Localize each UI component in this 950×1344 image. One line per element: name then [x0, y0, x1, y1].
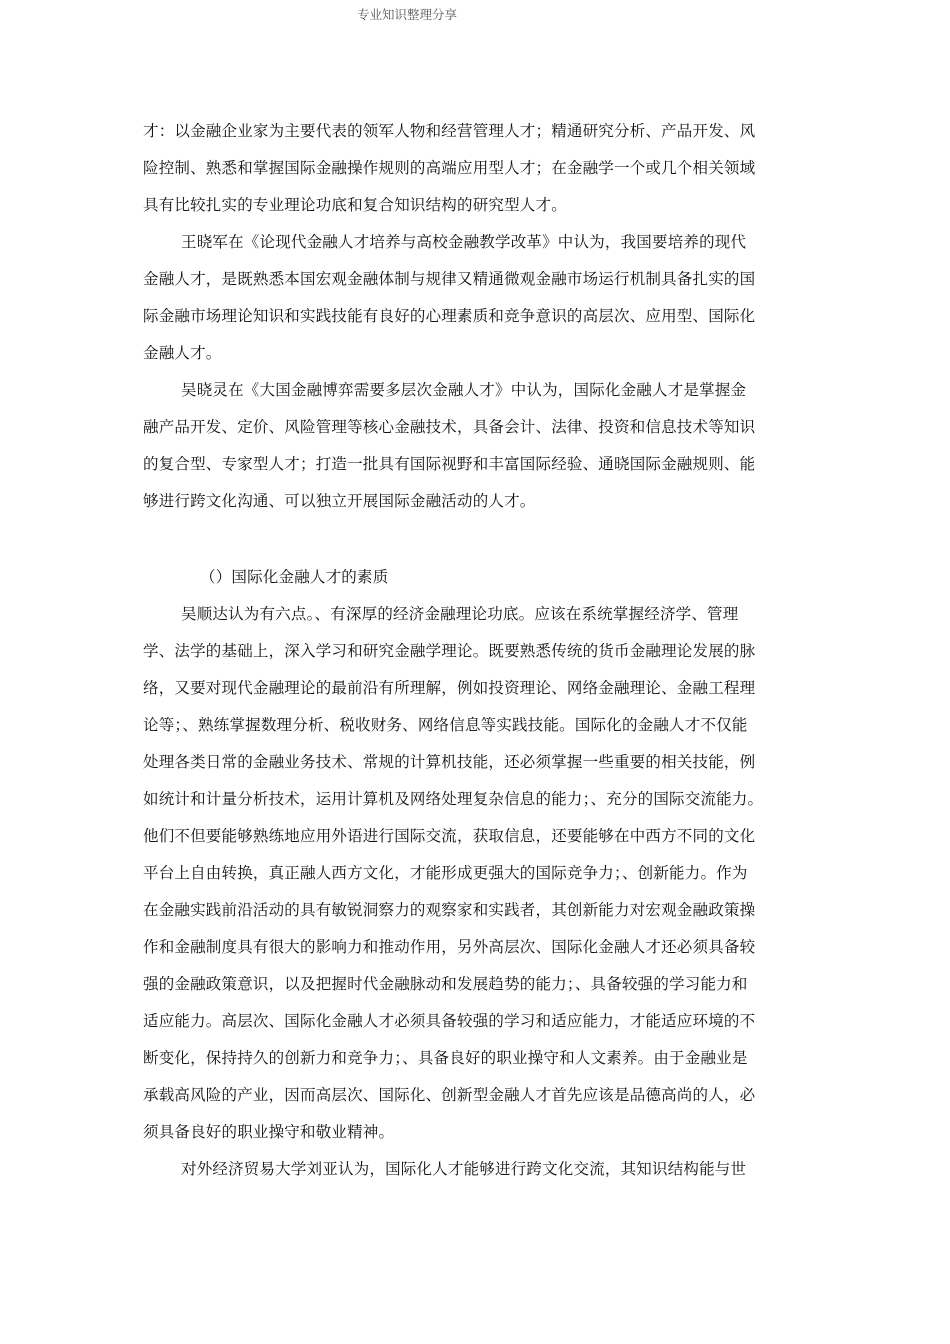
body-line: 够进行跨文化沟通、可以独立开展国际金融活动的人才。 — [143, 492, 536, 510]
body-line: 他们不但要能够熟练地应用外语进行国际交流，获取信息，还要能够在中西方不同的文化 — [143, 827, 756, 845]
body-line: 对外经济贸易大学刘亚认为，国际化人才能够进行跨文化交流，其知识结构能与世 — [181, 1160, 747, 1178]
body-line: 论等；、熟练掌握数理分析、税收财务、网络信息等实践技能。国际化的金融人才不仅能 — [143, 716, 748, 734]
page-header: 专业知识整理分享 — [357, 7, 458, 22]
body-line: 适应能力。高层次、国际化金融人才必须具备较强的学习和适应能力，才能适应环境的不 — [143, 1012, 756, 1030]
body-line: 融产品开发、定价、风险管理等核心金融技术，具备会计、法律、投资和信息技术等知识 — [143, 418, 756, 436]
body-line: 的复合型、专家型人才；打造一批具有国际视野和丰富国际经验、通晓国际金融规则、能 — [143, 455, 756, 473]
body-line: 才：以金融企业家为主要代表的领军人物和经营管理人才；精通研究分析、产品开发、风 — [143, 122, 756, 140]
body-line: 如统计和计量分析技术，运用计算机及网络处理复杂信息的能力；、充分的国际交流能力。 — [143, 790, 764, 808]
body-line: 承载高风险的产业，因而高层次、国际化、创新型金融人才首先应该是品德高尚的人，必 — [143, 1086, 756, 1104]
body-line: 强的金融政策意识，以及把握时代金融脉动和发展趋势的能力；、具备较强的学习能力和 — [143, 975, 748, 993]
body-line: 金融人才。 — [143, 344, 222, 362]
body-line: 险控制、熟悉和掌握国际金融操作规则的高端应用型人才；在金融学一个或几个相关领域 — [143, 159, 756, 177]
body-line: 具有比较扎实的专业理论功底和复合知识结构的研究型人才。 — [143, 196, 567, 214]
body-line: 须具备良好的职业操守和敬业精神。 — [143, 1123, 395, 1141]
body-line: 王晓军在《论现代金融人才培养与高校金融教学改革》中认为，我国要培养的现代 — [181, 233, 747, 251]
body-line: 络，又要对现代金融理论的最前沿有所理解，例如投资理论、网络金融理论、金融工程理 — [143, 679, 756, 697]
section-heading: （）国际化金融人才的素质 — [200, 568, 389, 586]
body-line: 平台上自由转换，真正融人西方文化，才能形成更强大的国际竞争力；、创新能力。作为 — [143, 864, 748, 882]
body-line: 作和金融制度具有很大的影响力和推动作用，另外高层次、国际化金融人才还必须具备较 — [143, 938, 756, 956]
body-line: 吴顺达认为有六点。、有深厚的经济金融理论功底。应该在系统掌握经济学、管理 — [181, 605, 739, 623]
body-line: 吴晓灵在《大国金融博弈需要多层次金融人才》中认为，国际化金融人才是掌握金 — [181, 381, 747, 399]
body-line: 际金融市场理论知识和实践技能有良好的心理素质和竞争意识的高层次、应用型、国际化 — [143, 307, 756, 325]
body-line: 在金融实践前沿活动的具有敏锐洞察力的观察家和实践者，其创新能力对宏观金融政策操 — [143, 901, 756, 919]
body-line: 学、法学的基础上，深入学习和研究金融学理论。既要熟悉传统的货币金融理论发展的脉 — [143, 642, 756, 660]
body-line: 金融人才，是既熟悉本国宏观金融体制与规律又精通微观金融市场运行机制具备扎实的国 — [143, 270, 756, 288]
body-line: 处理各类日常的金融业务技术、常规的计算机技能，还必须掌握一些重要的相关技能，例 — [143, 753, 756, 771]
body-line: 断变化，保持持久的创新力和竞争力；、具备良好的职业操守和人文素养。由于金融业是 — [143, 1049, 748, 1067]
